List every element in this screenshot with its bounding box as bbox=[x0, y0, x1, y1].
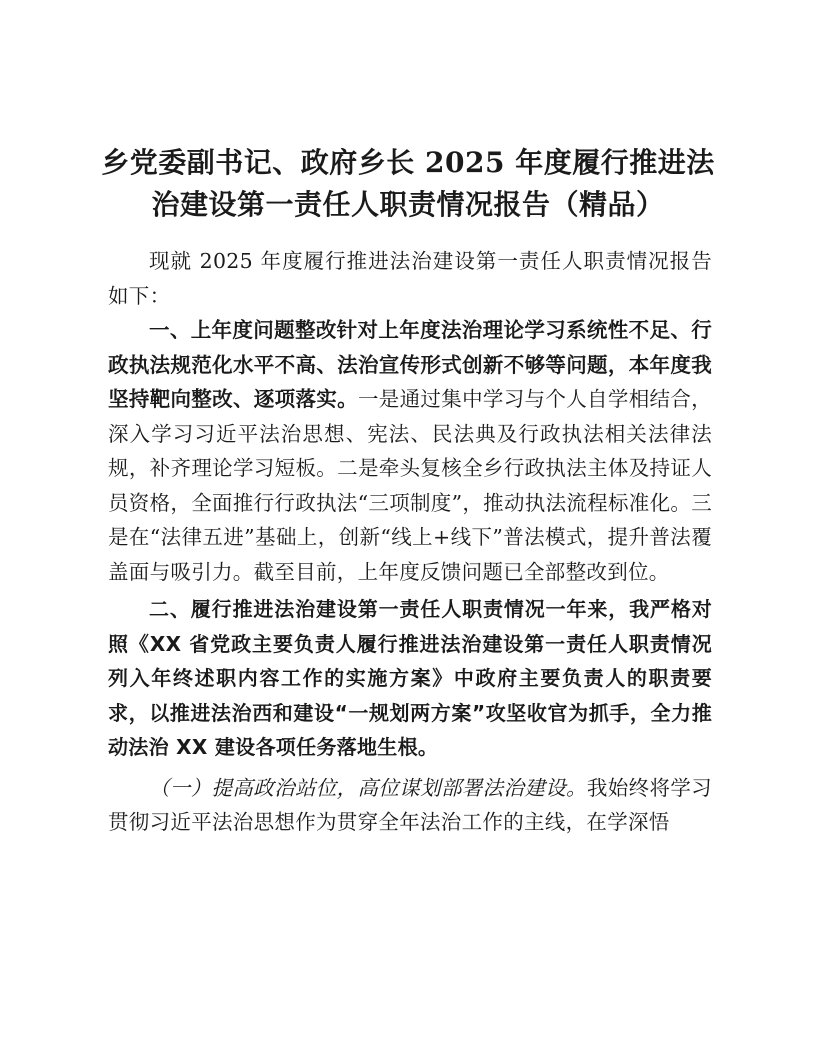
title-line-2: 治建设第一责任人职责情况报告（精品） bbox=[151, 188, 665, 221]
subsection-1-lead: （一）提高政治站位，高位谋划部署法治建设。 bbox=[149, 775, 587, 800]
section-1-body: 一是通过集中学习与个人自学相结合，深入学习习近平法治思想、宪法、民法典及行政执法相关法律法规，补齐理论学习短板。二是牵头复核全乡行政执法主体及持证人员资格，全面推行行政执法“三项制度”，推动执法流程标准化。三是在“法律五进”基础上，创新“线上+线下”普法模式，提升普法覆盖面与吸引力。截至目前，上年度反馈问题已全部整改到位。 bbox=[108, 387, 712, 584]
section-2-paragraph: 二、履行推进法治建设第一责任人职责情况一年来，我严格对照《XX 省党政主要负责人履行推进法治建设第一责任人职责情况列入年终述职内容工作的实施方案》中政府主要负责人的职责要求，以推进法治西和建设“一规划两方案”攻坚收官为抓手，全力推动法治 XX 建设各项任务落地生根。 bbox=[108, 597, 712, 759]
document-body bbox=[108, 244, 712, 840]
section-1-paragraph bbox=[108, 313, 712, 589]
subsection-1-paragraph bbox=[108, 771, 712, 840]
section-1-lead: 一、上年度问题整改针对上年度法治理论学习系统性不足、行政执法规范化水平不高、法治宣传形式创新不够等问题，本年度我坚持靶向整改、逐项落实。 bbox=[108, 318, 712, 411]
subsection-1-body: 我始终将学习贯彻习近平法治思想作为贯穿全年法治工作的主线，在学深悟 bbox=[108, 775, 712, 834]
intro-paragraph: 现就 2025 年度履行推进法治建设第一责任人职责情况报告如下： bbox=[108, 249, 712, 308]
document-title bbox=[100, 142, 716, 226]
title-line-1: 乡党委副书记、政府乡长 2025 年度履行推进法 bbox=[101, 146, 715, 179]
